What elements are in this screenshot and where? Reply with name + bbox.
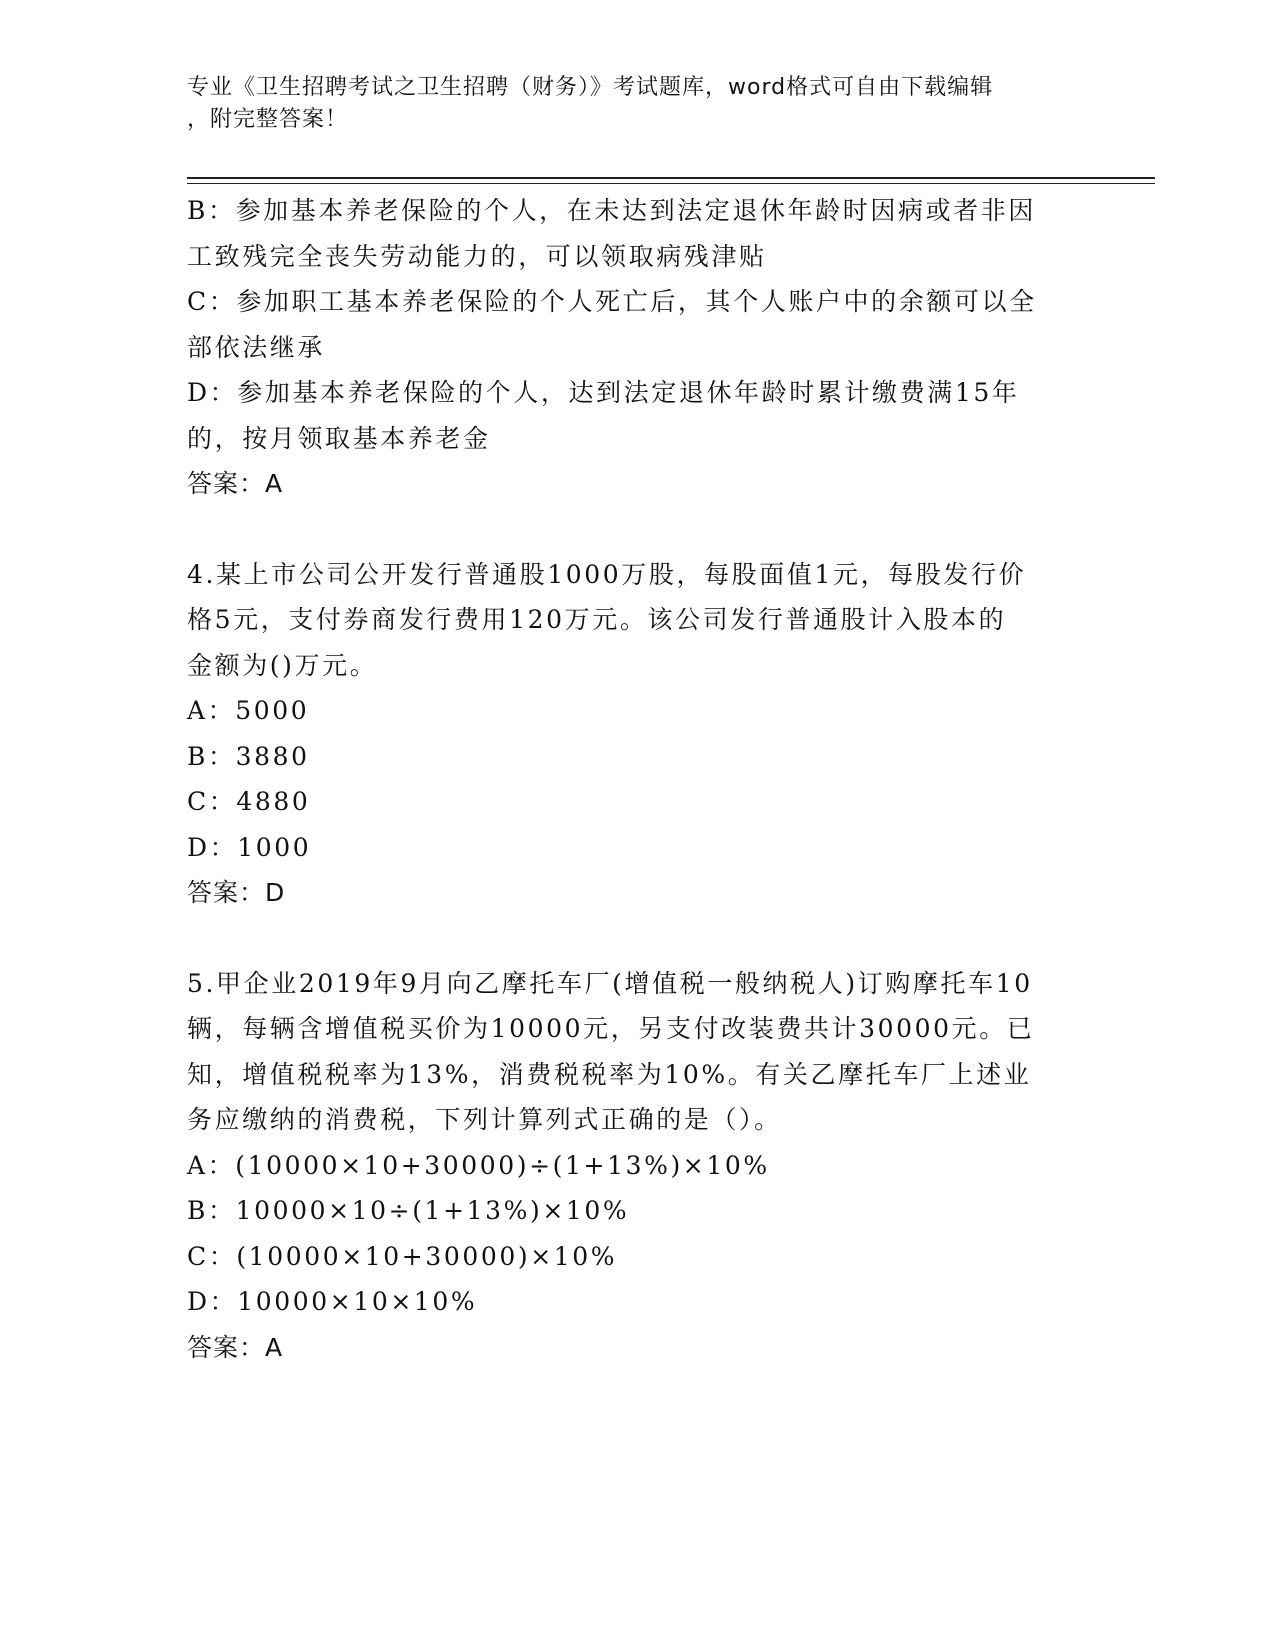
q5-option-b: B：10000×10÷(1+13%)×10% xyxy=(187,1196,630,1225)
spacer xyxy=(187,916,1087,961)
document-body xyxy=(187,188,1087,1370)
question-5 xyxy=(187,961,1087,1371)
q4-stem-line-3: 金额为()万元。 xyxy=(187,650,378,680)
q3-option-b-line-2: 工致残完全丧失劳动能力的，可以领取病残津贴 xyxy=(187,241,767,271)
q3-option-b-line-1: B：参加基本养老保险的个人，在未达到法定退休年龄时因病或者非因 xyxy=(187,196,1036,225)
q3-option-d-line-1: D：参加基本养老保险的个人，达到法定退休年龄时累计缴费满15年 xyxy=(187,378,1020,407)
q5-stem-line-3: 知，增值税税率为13%，消费税税率为10%。有关乙摩托车厂上述业 xyxy=(187,1059,1032,1089)
header-line-2: ，附完整答案！ xyxy=(187,107,349,132)
q4-option-b: B：3880 xyxy=(187,741,310,771)
q5-stem-line-4: 务应缴纳的消费税，下列计算列式正确的是（）。 xyxy=(187,1105,782,1134)
q5-stem-line-2: 辆，每辆含增值税买价为10000元，另支付改装费共计30000元。已 xyxy=(187,1014,1035,1043)
q3-option-c-line-1: C：参加职工基本养老保险的个人死亡后，其个人账户中的余额可以全 xyxy=(187,287,1037,316)
q5-stem-line-1: 5.甲企业2019年9月向乙摩托车厂(增值税一般纳税人)订购摩托车10 xyxy=(187,968,1033,998)
q5-option-c: C：(10000×10+30000)×10% xyxy=(187,1241,618,1271)
q5-option-d: D：10000×10×10% xyxy=(187,1287,478,1316)
q4-option-a: A：5000 xyxy=(187,696,310,725)
question-4 xyxy=(187,552,1087,916)
header-divider-thin xyxy=(187,183,1155,184)
document-header xyxy=(187,72,1067,136)
q4-stem-line-1: 4.某上市公司公开发行普通股1000万股，每股面值1元，每股发行价 xyxy=(187,559,1027,589)
q5-answer: 答案：A xyxy=(187,1332,284,1362)
spacer xyxy=(187,507,1087,552)
q3-answer: 答案：A xyxy=(187,469,284,498)
question-3 xyxy=(187,188,1087,507)
q5-option-a: A：(10000×10+30000)÷(1+13%)×10% xyxy=(187,1150,770,1180)
q4-answer: 答案：D xyxy=(187,878,286,907)
header-line-1: 专业《卫生招聘考试之卫生招聘（财务）》考试题库，word格式可自由下载编辑 xyxy=(187,75,994,100)
q4-option-c: C：4880 xyxy=(187,787,311,816)
q4-stem-line-2: 格5元，支付券商发行费用120万元。该公司发行普通股计入股本的 xyxy=(187,605,1007,634)
header-divider-thick xyxy=(187,177,1155,179)
q4-option-d: D：1000 xyxy=(187,832,312,862)
q3-option-c-line-2: 部依法继承 xyxy=(187,332,326,362)
q3-option-d-line-2: 的，按月领取基本养老金 xyxy=(187,423,491,453)
